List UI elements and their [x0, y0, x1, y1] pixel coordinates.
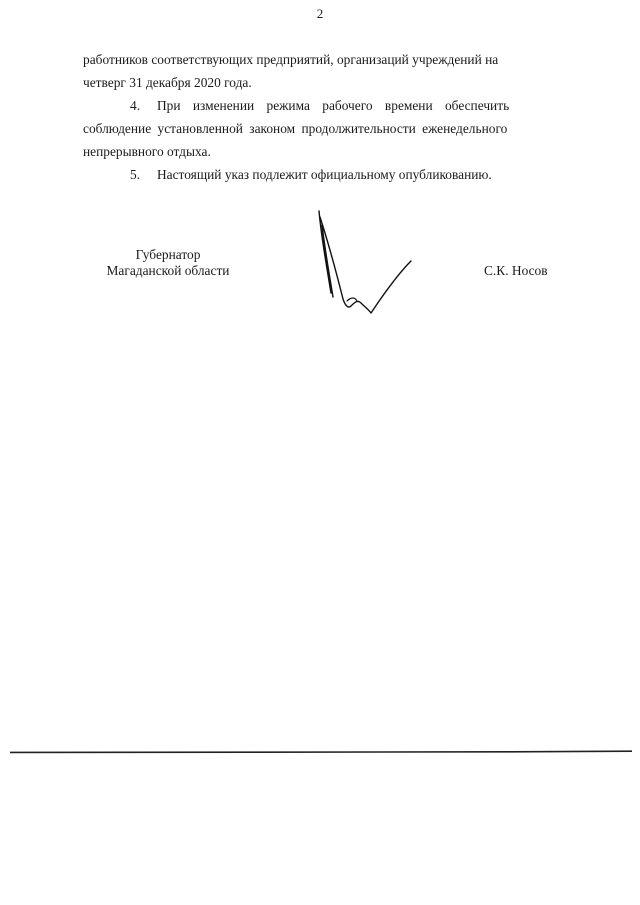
- paragraph-continuation: [83, 48, 560, 94]
- paragraph-text: Настоящий указ подлежит официальному опубликованию.: [157, 167, 492, 182]
- paragraph-number: 5.: [130, 167, 141, 182]
- paragraph-text: При изменении режима рабочего времени обеспечить: [157, 98, 510, 113]
- signatory-title: [88, 247, 248, 279]
- paragraph-line: [83, 163, 560, 186]
- signatory-name: С.К. Носов: [484, 263, 548, 278]
- paragraph-line: работников соответствующих предприятий, организаций учреждений на: [83, 52, 499, 67]
- paragraph-line: [83, 94, 560, 117]
- bottom-rule-divider: [10, 750, 632, 754]
- page-number: 2: [316, 6, 324, 21]
- paragraph-number: 4.: [130, 98, 141, 113]
- paragraph-line: соблюдение установленной законом продолжительности еженедельного: [83, 121, 508, 136]
- paragraph-5: [83, 163, 560, 186]
- paragraph-line: четверг 31 декабря 2020 года.: [83, 75, 252, 90]
- signatory-title-line: Магаданской области: [106, 263, 230, 278]
- signatory-title-line: Губернатор: [135, 247, 201, 262]
- paragraph-4: [83, 94, 560, 163]
- handwritten-signature: [305, 205, 425, 325]
- paragraph-line: непрерывного отдыха.: [83, 144, 211, 159]
